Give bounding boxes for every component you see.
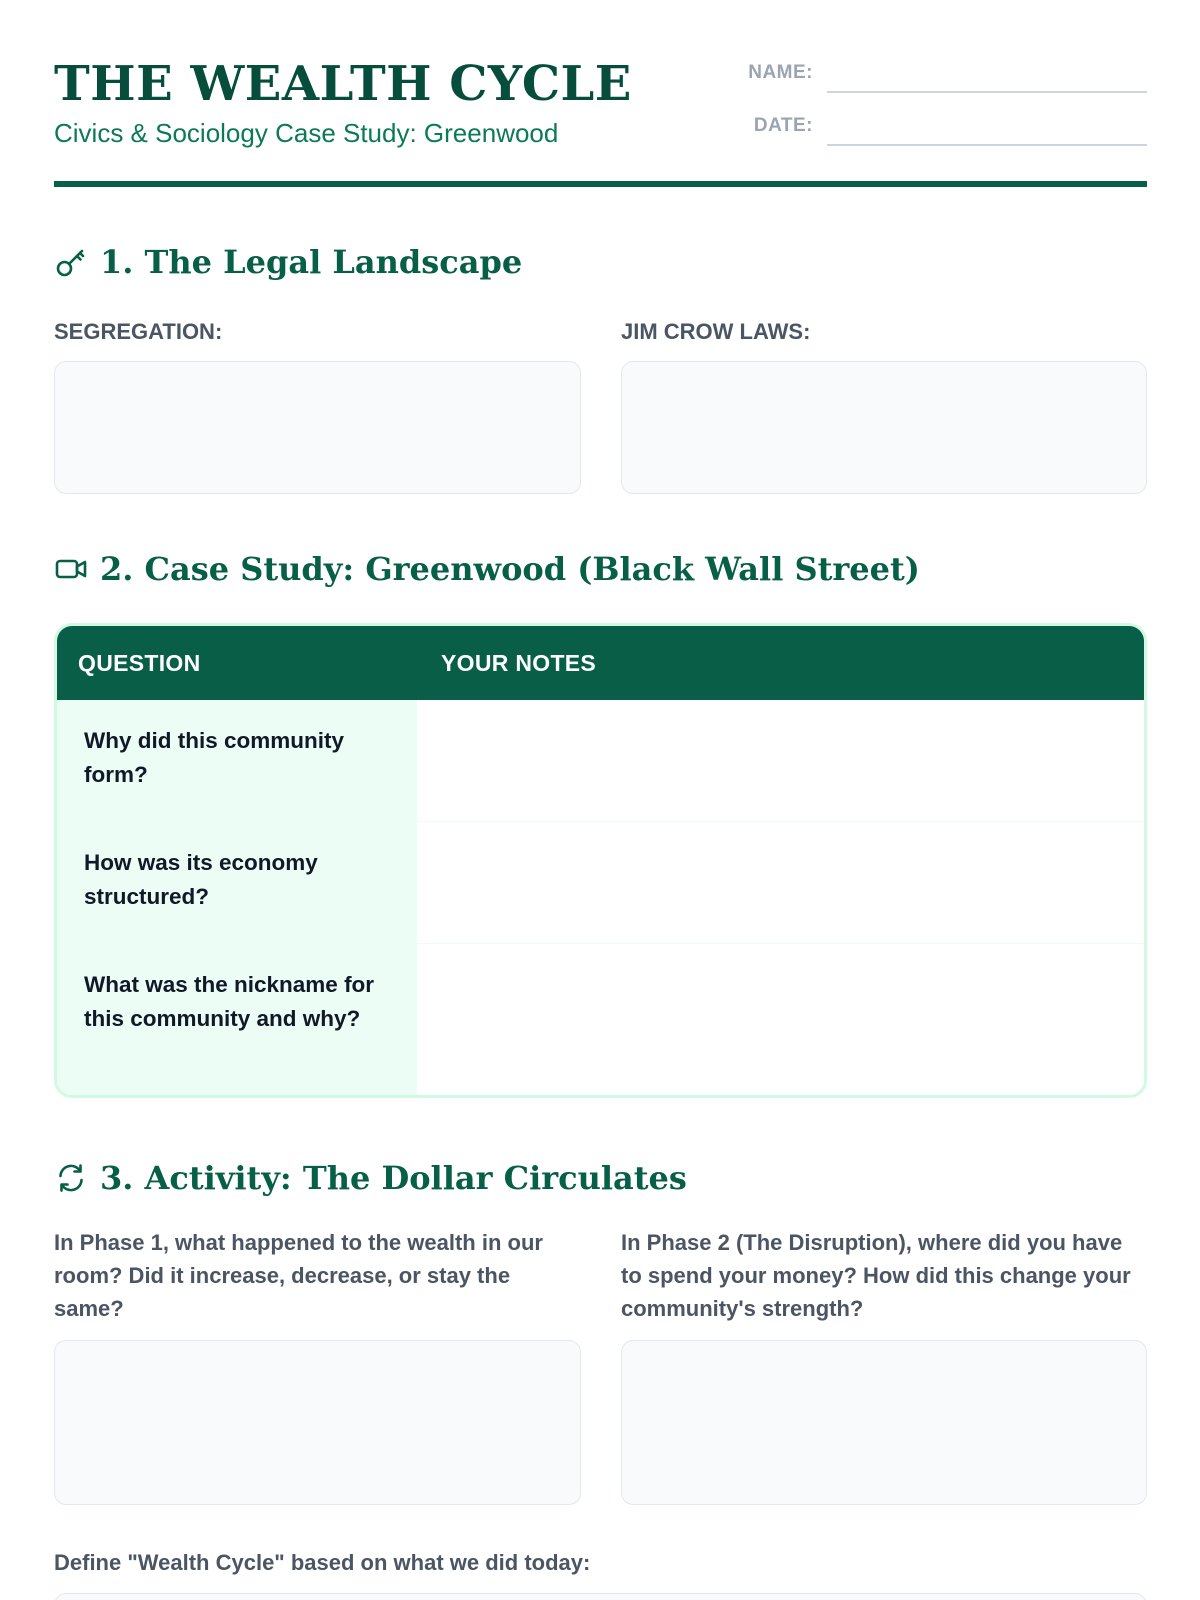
date-field[interactable] (744, 109, 1147, 149)
table-row (57, 700, 1144, 821)
question-cell: What was the nickname for this community and why? (84, 972, 375, 1031)
section-1-title: 1. The Legal Landscape (100, 243, 523, 281)
date-label: DATE: (753, 115, 813, 136)
notes-cell[interactable] (417, 822, 1144, 943)
section-1-heading (54, 243, 522, 281)
segregation-answer-box[interactable] (54, 361, 581, 494)
question-cell: Why did this community form? (84, 728, 345, 787)
column-header-your-notes: YOUR NOTES (441, 650, 597, 676)
section-3-heading (54, 1159, 687, 1197)
name-input-line[interactable] (827, 91, 1147, 93)
page-title: THE WEALTH CYCLE (54, 56, 632, 112)
name-label: NAME: (748, 62, 813, 83)
notes-cell[interactable] (417, 944, 1144, 1098)
jim-crow-label: JIM CROW LAWS: (621, 319, 811, 344)
jim-crow-answer-box[interactable] (621, 361, 1147, 494)
table-row (57, 944, 1144, 1098)
phase-1-answer-box[interactable] (54, 1340, 581, 1505)
phase-2-prompt: In Phase 2 (The Disruption), where did you have to spend your money? How did this change your community's strength? (621, 1230, 1131, 1321)
phase-1-prompt: In Phase 1, what happened to the wealth in our room? Did it increase, decrease, or stay the same? (54, 1230, 543, 1321)
section-2-title: 2. Case Study: Greenwood (Black Wall Street) (100, 550, 920, 588)
section-3-title: 3. Activity: The Dollar Circulates (100, 1159, 687, 1197)
section-2-heading (54, 550, 920, 588)
video-camera-icon (54, 552, 88, 586)
worksheet-header (54, 0, 1147, 188)
question-cell: How was its economy structured? (84, 850, 318, 909)
header-divider (54, 181, 1147, 187)
page-subtitle: Civics & Sociology Case Study: Greenwood (54, 118, 559, 148)
wealth-cycle-definition-box[interactable] (54, 1593, 1147, 1600)
table-row (57, 822, 1144, 943)
key-icon (54, 245, 88, 279)
define-wealth-cycle-prompt: Define "Wealth Cycle" based on what we did today: (54, 1550, 591, 1575)
segregation-label: SEGREGATION: (54, 319, 223, 344)
worksheet-page (54, 0, 1147, 1575)
date-input-line[interactable] (827, 144, 1147, 146)
phase-2-answer-box[interactable] (621, 1340, 1147, 1505)
name-field[interactable] (744, 56, 1147, 96)
table-header (57, 626, 1144, 700)
case-study-table (54, 623, 1147, 1098)
notes-cell[interactable] (417, 700, 1144, 821)
refresh-cycle-icon (54, 1161, 88, 1195)
column-header-question: QUESTION (78, 650, 201, 676)
